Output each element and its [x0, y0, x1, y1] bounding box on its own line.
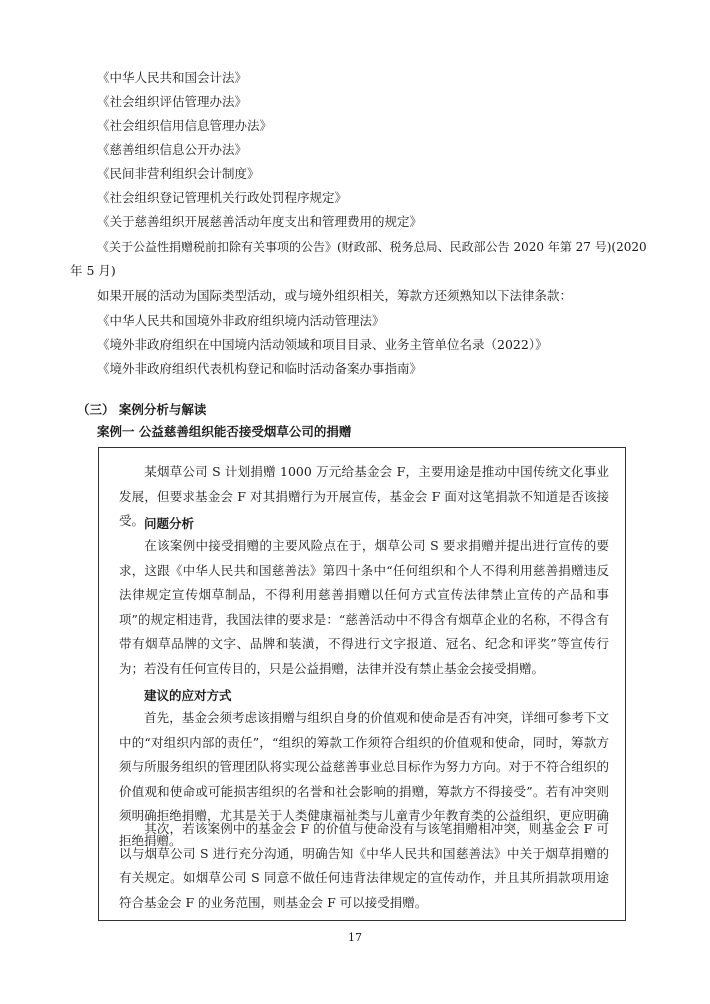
case-box [98, 447, 626, 921]
analysis-text: 在该案例中接受捐赠的主要风险点在于，烟草公司 S 要求捐赠并提出进行宣传的要求，这跟《中华人民共和国慈善法》第四十条中“任何组织和个人不得利用慈善捐赠违反法律规定宣传烟草制品，不得利用慈善捐赠以任何方式宣传法律禁止宣传的产品和事项”的规定相违背，我国法律的要求是：“慈善活动中不得含有烟草企业的名称，不得含有带有烟草品牌的文字、品牌和装潢，不得进行文字报道、冠名、纪念和评奖”等宣传行为；若没有任何宣传目的，只是公益捐赠，法律并没有禁止基金会接受捐赠。 [119, 538, 609, 676]
law-item: 《境外非政府组织代表机构登记和临时活动备案办事指南》 [97, 361, 423, 376]
analysis-heading: 问题分析 [144, 516, 195, 531]
law-item: 《中华人民共和国会计法》 [97, 70, 248, 85]
law-item: 《社会组织信用信息管理办法》 [97, 118, 273, 133]
page-number: 17 [348, 931, 362, 944]
international-intro: 如果开展的活动为国际类型活动，或与境外组织相关，筹款方还须熟知以下法律条款： [97, 288, 573, 303]
analysis-paragraph [119, 534, 609, 682]
advice-2-text: 其次，若该案例中的基金会 F 的价值与使命没有与该笔捐赠相冲突，则基金会 F 可以与烟草公司 S 进行充分沟通，明确告知《中华人民共和国慈善法》中关于烟草捐赠的有关规定。如烟草公司 S 同意不做任何违背法律规定的宣传动作，并且其所捐款项用途符合基金会 F 的业务范围，则基金会 F 可以接受捐赠。 [119, 821, 609, 910]
law-item: 《关于慈善组织开展慈善活动年度支出和管理费用的规定》 [97, 214, 423, 229]
advice-1-text: 首先，基金会须考虑该捐赠与组织自身的价值观和使命是否有冲突，详细可参考下文中的“对组织内部的责任”，“组织的筹款工作须符合组织的价值观和使命，同时，筹款方须与所服务组织的管理团队将实现公益慈善事业总目标作为努力方向。对于不符合组织的价值观和使命或可能损害组织的名誉和社会影响的捐赠，筹款方不得接受”。若有冲突则须明确拒绝捐赠，尤其是关于人类健康福祉类与儿童青少年教育类的公益组织，更应明确拒绝捐赠。 [119, 710, 609, 848]
law-item: 《慈善组织信息公开办法》 [97, 142, 248, 157]
case-title: 案例一 公益慈善组织能否接受烟草公司的捐赠 [97, 424, 352, 439]
law-item: 《关于公益性捐赠税前扣除有关事项的公告》(财政部、税务总局、民政部公告 2020 年第 27 号)(2020 [97, 240, 647, 254]
advice-heading: 建议的应对方式 [144, 688, 232, 703]
law-item: 《社会组织登记管理机关行政处罚程序规定》 [97, 190, 348, 205]
law-item: 《境外非政府组织在中国境内活动领域和项目目录、业务主管单位名录（2022）》 [97, 337, 548, 352]
law-item-continuation: 年 5 月) [70, 263, 116, 278]
law-item: 《社会组织评估管理办法》 [97, 94, 248, 109]
law-item: 《民间非营利组织会计制度》 [97, 166, 260, 181]
law-item: 《中华人民共和国境外非政府组织境内活动管理法》 [97, 313, 385, 328]
case-intro-text: 某烟草公司 S 计划捐赠 1000 万元给基金会 F，主要用途是推动中国传统文化事业发展，但要求基金会 F 对其捐赠行为开展宣传，基金会 F 面对这笔捐款不知道是否该接受。 [119, 464, 609, 529]
section-heading: （三） 案例分析与解读 [77, 402, 207, 417]
advice-paragraph-2 [119, 817, 609, 915]
